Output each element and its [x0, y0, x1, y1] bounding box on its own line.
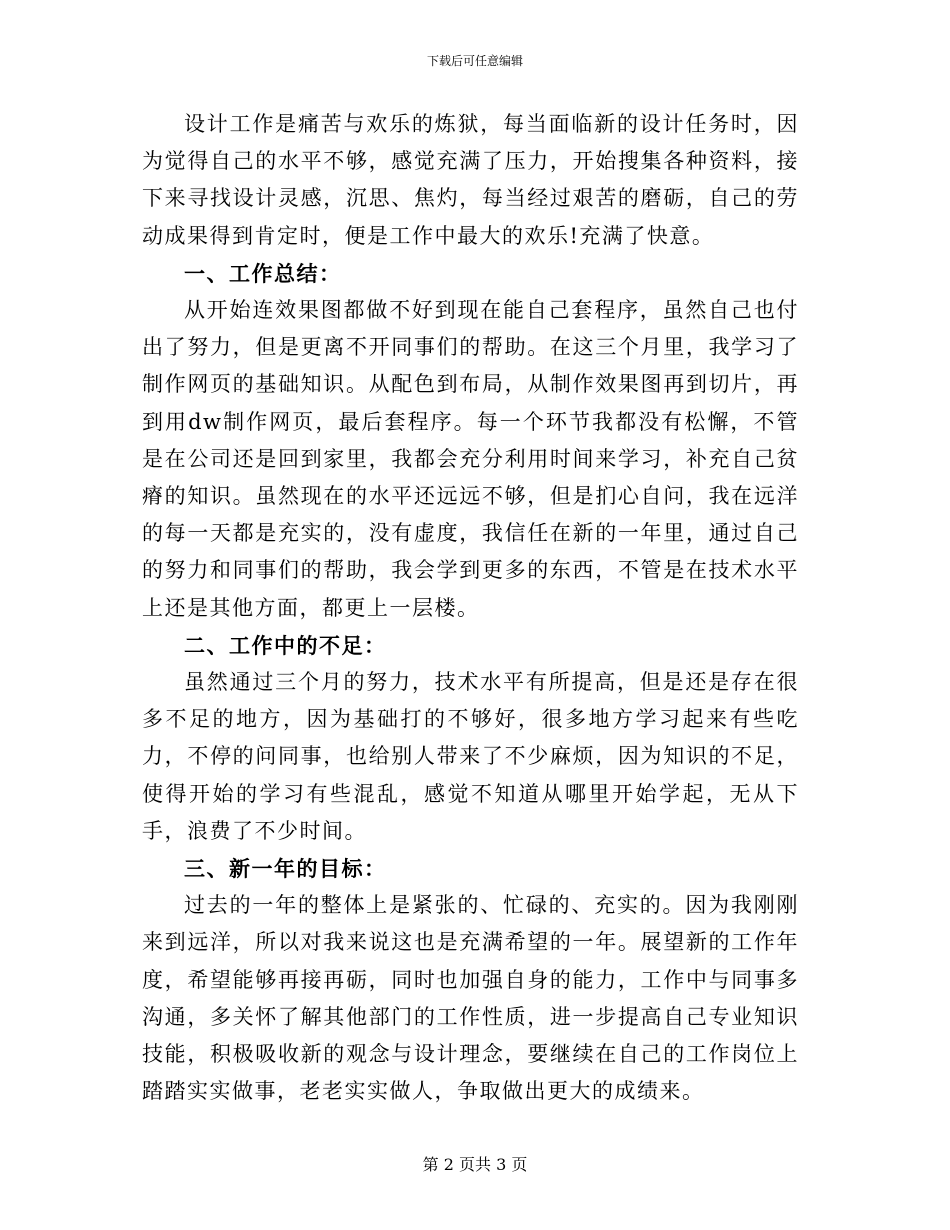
page-footer: 第 2 页共 3 页	[422, 1155, 528, 1174]
intro-paragraph: 设计工作是痛苦与欢乐的炼狱，每当面临新的设计任务时，因为觉得自己的水平不够，感觉充满了压力，开始搜集各种资料，接下来寻找设计灵感，沉思、焦灼，每当经过艰苦的磨砺，自己的劳动成果得到肯定时，便是工作中最大的欢乐!充满了快意。	[142, 112, 799, 248]
section-heading-shortcomings: 二、工作中的不足：	[184, 632, 387, 658]
section-heading-new-year-goals: 三、新一年的目标：	[184, 856, 387, 882]
document-body	[142, 106, 799, 1110]
section-paragraph-shortcomings: 虽然通过三个月的努力，技术水平有所提高，但是还是存在很多不足的地方，因为基础打的不够好，很多地方学习起来有些吃力，不停的问同事，也给别人带来了不少麻烦，因为知识的不足，使得开始的学习有些混乱，感觉不知道从哪里开始学起，无从下手，浪费了不少时间。	[142, 670, 799, 843]
section-paragraph-new-year-goals: 过去的一年的整体上是紧张的、忙碌的、充实的。因为我刚刚来到远洋，所以对我来说这也是充满希望的一年。展望新的工作年度，希望能够再接再砺，同时也加强自身的能力，工作中与同事多沟通，多关怀了解其他部门的工作性质，进一步提高自己专业知识技能，积极吸收新的观念与设计理念，要继续在自己的工作岗位上踏踏实实做事，老老实实做人，争取做出更大的成绩来。	[142, 893, 799, 1104]
section-heading-work-summary: 一、工作总结：	[184, 260, 342, 286]
page-header: 下载后可任意编辑	[426, 54, 523, 68]
section-paragraph-work-summary: 从开始连效果图都做不好到现在能自己套程序，虽然自己也付出了努力，但是更离不开同事们的帮助。在这三个月里，我学习了制作网页的基础知识。从配色到布局，从制作效果图再到切片，再到用dw制作网页，最后套程序。每一个环节我都没有松懈，不管是在公司还是回到家里，我都会充分利用时间来学习，补充自己贫瘠的知识。虽然现在的水平还远远不够，但是扪心自问，我在远洋的每一天都是充实的，没有虚度，我信任在新的一年里，通过自己的努力和同事们的帮助，我会学到更多的东西，不管是在技术水平上还是其他方面，都更上一层楼。	[142, 298, 799, 620]
